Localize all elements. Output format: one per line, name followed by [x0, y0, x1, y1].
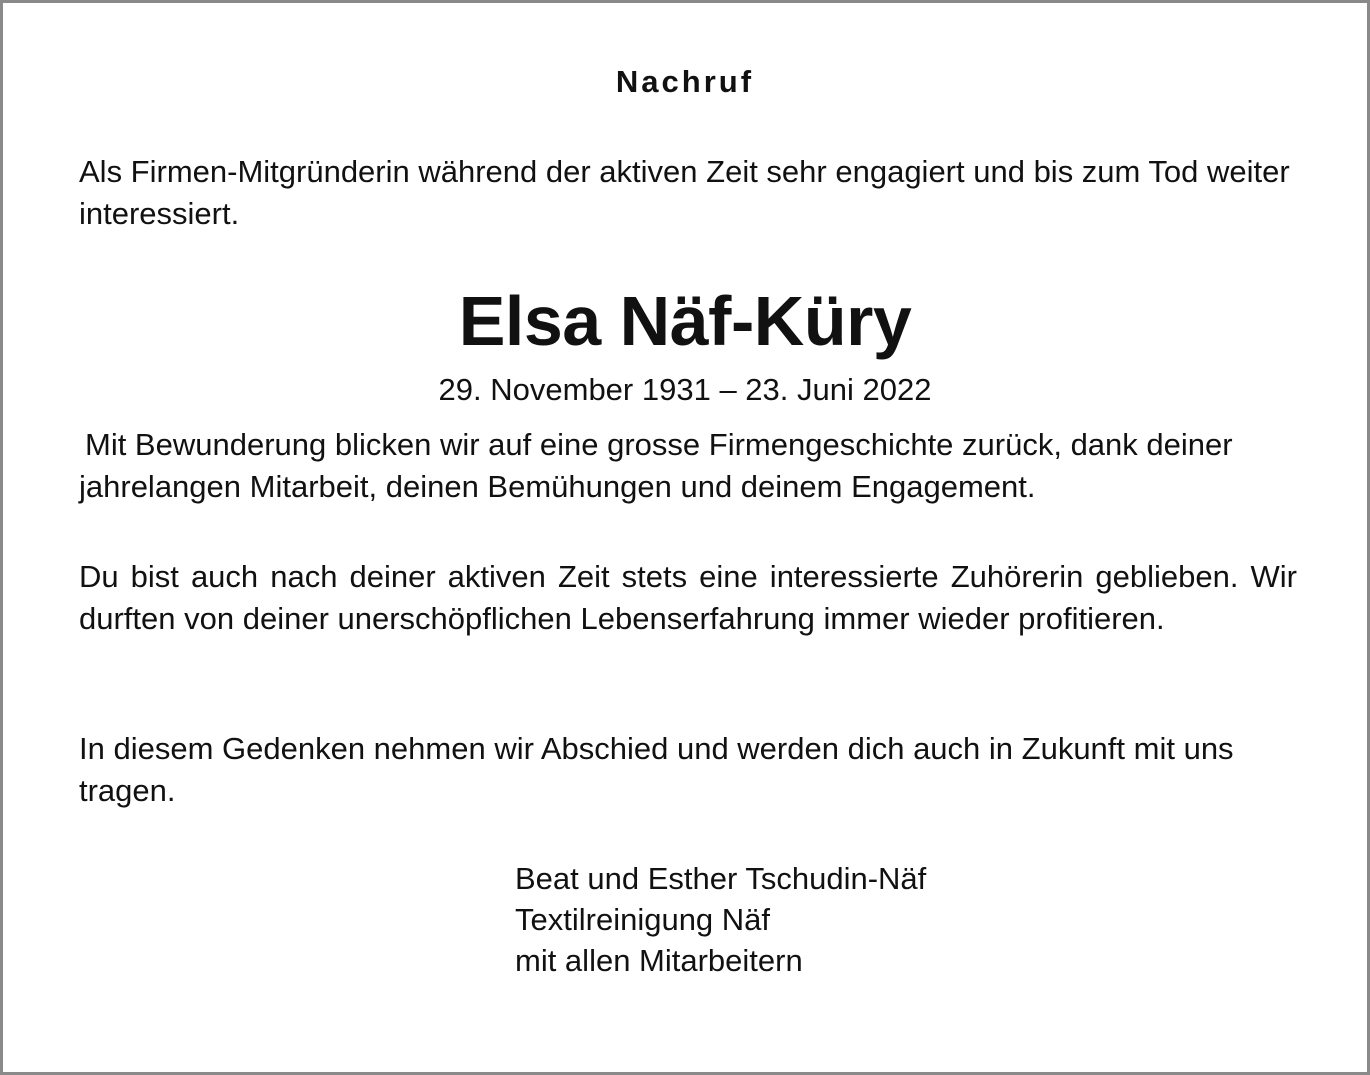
- signature-line-names: Beat und Esther Tschudin-Näf: [515, 861, 927, 896]
- deceased-name: Elsa Näf-Küry: [458, 282, 912, 360]
- signature-line-company: Textilreinigung Näf: [515, 902, 771, 937]
- notice-heading: Nachruf: [615, 64, 755, 99]
- life-dates: 29. November 1931 – 23. Juni 2022: [438, 372, 932, 407]
- tribute-paragraph-3: In diesem Gedenken nehmen wir Abschied und werden dich auch in Zukunft mit uns tragen.: [79, 731, 1234, 808]
- signature-block: [515, 858, 926, 981]
- tribute-paragraph-2: Du bist auch nach deiner aktiven Zeit stets eine interessierte Zuhörerin geblieben. Wir durften von deiner unerschöpflichen Lebenserfahrung immer wieder profitieren.: [79, 559, 1297, 636]
- signature-line-staff: mit allen Mitarbeitern: [515, 943, 803, 978]
- tribute-paragraph-1: Mit Bewunderung blicken wir auf eine grosse Firmengeschichte zurück, dank deiner jahrelangen Mitarbeit, deinen Bemühungen und deinem Engagement.: [79, 427, 1233, 504]
- intro-text: Als Firmen-Mitgründerin während der aktiven Zeit sehr engagiert und bis zum Tod weiter interessiert.: [79, 154, 1290, 231]
